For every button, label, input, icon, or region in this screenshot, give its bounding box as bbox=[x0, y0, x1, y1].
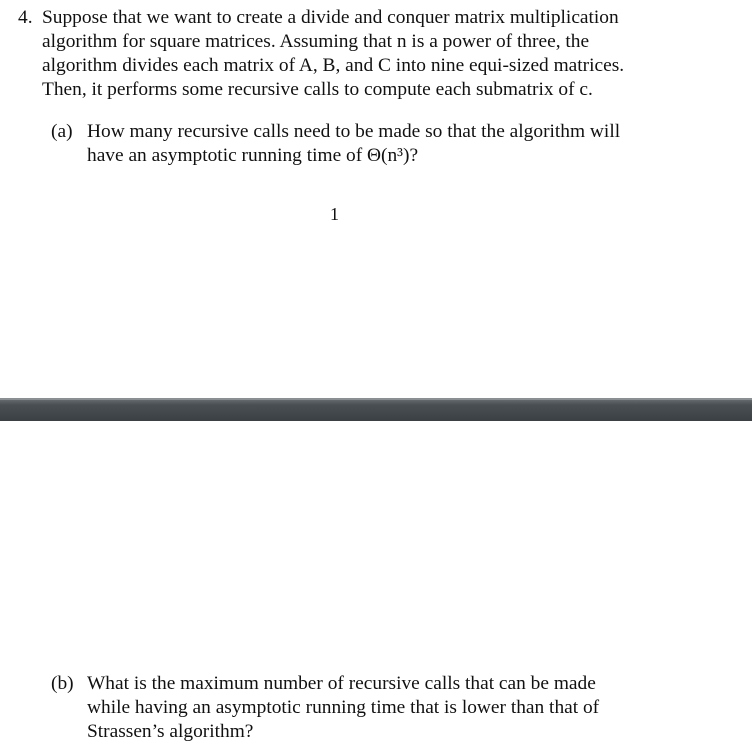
part-a bbox=[51, 120, 681, 168]
part-b-line: while having an asymptotic running time that is lower than that of bbox=[87, 697, 600, 718]
question-number: 4. bbox=[18, 7, 33, 28]
part-b-text bbox=[87, 672, 681, 744]
part-b-line: What is the maximum number of recursive calls that can be made bbox=[87, 673, 596, 694]
question-4 bbox=[18, 6, 680, 102]
question-4-line: Suppose that we want to create a divide and conquer matrix multiplication bbox=[42, 7, 619, 28]
part-a-label: (a) bbox=[51, 121, 73, 142]
part-b bbox=[51, 672, 681, 744]
part-a-line: have an asymptotic running time of Θ(n³)? bbox=[87, 145, 419, 166]
part-b-line: Strassen’s algorithm? bbox=[87, 721, 254, 742]
part-a-line: How many recursive calls need to be made so that the algorithm will bbox=[87, 121, 621, 142]
page-number: 1 bbox=[330, 204, 339, 224]
part-a-text bbox=[87, 120, 681, 168]
page-separator bbox=[0, 398, 752, 421]
question-4-line: algorithm for square matrices. Assuming that n is a power of three, the bbox=[42, 31, 590, 52]
part-b-label: (b) bbox=[51, 673, 74, 694]
question-4-line: Then, it performs some recursive calls to compute each submatrix of c. bbox=[42, 79, 593, 100]
question-4-line: algorithm divides each matrix of A, B, and C into nine equi-sized matrices. bbox=[42, 55, 625, 76]
question-4-text bbox=[42, 6, 680, 102]
